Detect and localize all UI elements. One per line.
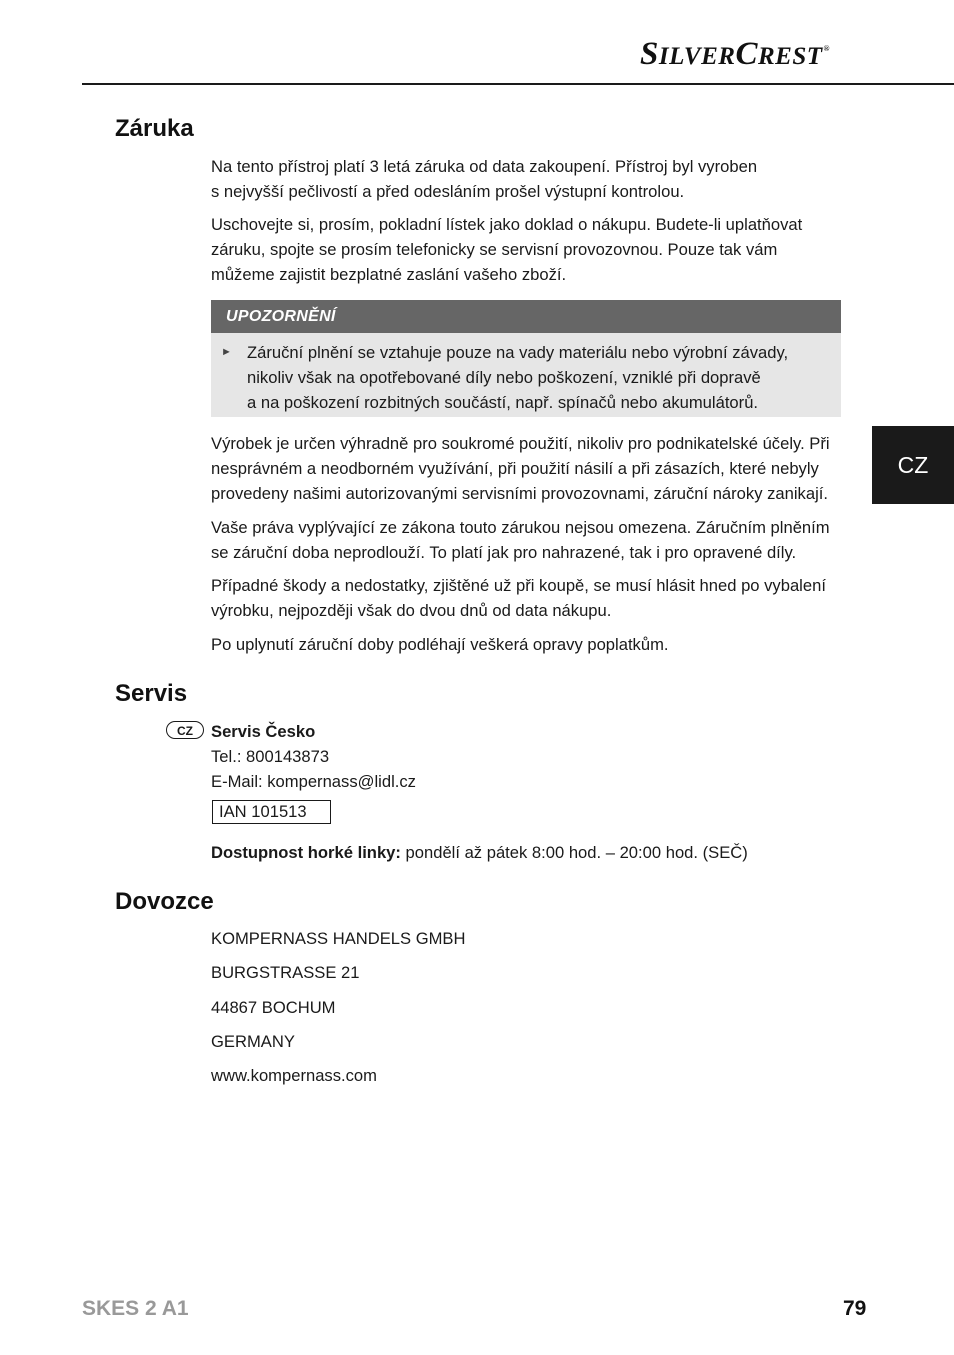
notice-line: nikoliv však na opotřebované díly nebo poškození, vzniklé při dopravě bbox=[247, 368, 761, 387]
registered-mark: ® bbox=[823, 44, 830, 53]
notice-line: Záruční plnění se vztahuje pouze na vady materiálu nebo výrobní závady, bbox=[247, 343, 789, 362]
brand-logo-rest: REST bbox=[757, 43, 823, 70]
importer-website[interactable]: www.kompernass.com bbox=[211, 1066, 377, 1085]
text-line: Výrobek je určen výhradně pro soukromé použití, nikoliv pro podnikatelské účely. Při bbox=[211, 434, 830, 453]
header-rule bbox=[82, 83, 954, 85]
paragraph-after-warranty: Po uplynutí záruční doby podléhají veškerá opravy poplatkům. bbox=[211, 635, 669, 654]
service-contact bbox=[211, 719, 843, 794]
hotline-label: Dostupnost horké linky: bbox=[211, 843, 401, 862]
text-line: nesprávném a neodborném využívání, při použití násilí a při zásazích, které nebyly bbox=[211, 459, 819, 478]
text-line: s nejvyšší pečlivostí a před odesláním prošel výstupní kontrolou. bbox=[211, 182, 685, 201]
text-line: se záruční doba neprodlouží. To platí jak pro nahrazené, tak i pro opravené díly. bbox=[211, 543, 797, 562]
hotline-info bbox=[211, 840, 843, 865]
text-line: provedeny našimi autorizovanými servisními provozovnami, záruční nároky zanikají. bbox=[211, 484, 828, 503]
text-line: Případné škody a nedostatky, zjištěné už při koupě, se musí hlásit hned po vybalení bbox=[211, 576, 826, 595]
country-badge: CZ bbox=[166, 721, 204, 739]
importer-city: 44867 BOCHUM bbox=[211, 998, 336, 1017]
text-line: Vaše práva vyplývající ze zákona touto zárukou nejsou omezena. Záručním plněním bbox=[211, 518, 830, 537]
paragraph-private-use bbox=[211, 431, 843, 506]
text-line: výrobku, nejpozději však do dvou dnů od data nákupu. bbox=[211, 601, 612, 620]
section-heading-dovozce: Dovozce bbox=[115, 888, 214, 915]
section-heading-zaruka: Záruka bbox=[115, 115, 194, 142]
text-line: Na tento přístroj platí 3 letá záruka od data zakoupení. Přístroj byl vyroben bbox=[211, 157, 758, 176]
notice-box bbox=[211, 300, 841, 417]
text-line: můžeme zajistit bezplatné zaslání vašeho zboží. bbox=[211, 265, 567, 284]
notice-body bbox=[211, 333, 841, 415]
notice-line: a na poškození rozbitných součástí, např. spínačů nebo akumulátorů. bbox=[247, 393, 759, 412]
importer-street: BURGSTRASSE 21 bbox=[211, 963, 360, 982]
footer-page-number: 79 bbox=[843, 1297, 867, 1320]
paragraph-legal-rights bbox=[211, 515, 843, 565]
paragraph-receipt bbox=[211, 212, 843, 287]
text-line: záruku, spojte se prosím telefonicky se servisní provozovnou. Pouze tak vám bbox=[211, 240, 778, 259]
importer-country: GERMANY bbox=[211, 1032, 295, 1051]
hotline-hours: pondělí až pátek 8:00 hod. – 20:00 hod. (SEČ) bbox=[400, 843, 748, 862]
brand-logo bbox=[640, 36, 830, 73]
brand-logo-s: S bbox=[640, 36, 659, 72]
bullet-arrow-icon: ► bbox=[221, 346, 232, 358]
notice-title: UPOZORNĚNÍ bbox=[211, 300, 841, 333]
section-heading-servis: Servis bbox=[115, 680, 188, 707]
service-phone: Tel.: 800143873 bbox=[211, 747, 330, 766]
brand-logo-ilver: ILVER bbox=[658, 43, 736, 70]
paragraph-warranty-period bbox=[211, 154, 843, 204]
importer-company: KOMPERNASS HANDELS GMBH bbox=[211, 929, 466, 948]
language-tab: CZ bbox=[872, 426, 954, 504]
footer-model-number: SKES 2 A1 bbox=[82, 1297, 189, 1320]
paragraph-damage-report bbox=[211, 573, 843, 623]
brand-logo-c: C bbox=[735, 36, 758, 72]
ian-number: IAN 101513 bbox=[212, 800, 331, 824]
service-name: Servis Česko bbox=[211, 722, 316, 741]
service-email: E-Mail: kompernass@lidl.cz bbox=[211, 772, 416, 791]
text-line: Uschovejte si, prosím, pokladní lístek jako doklad o nákupu. Budete-li uplatňovat bbox=[211, 215, 803, 234]
